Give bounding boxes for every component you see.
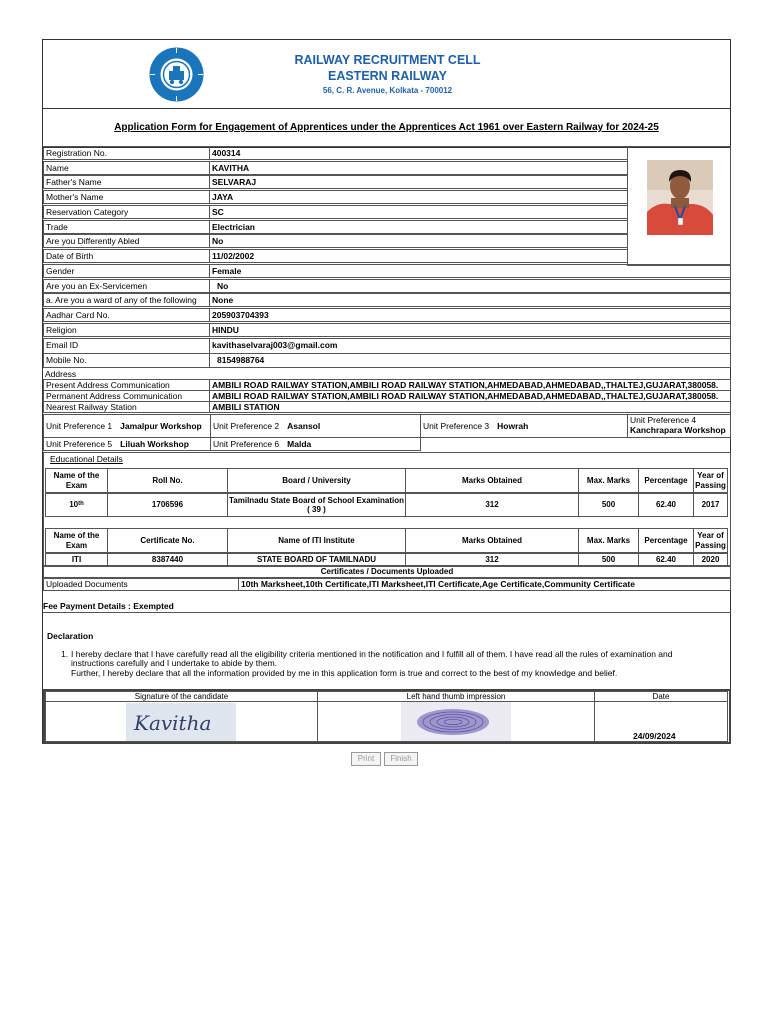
unit-pref-1-label: Unit Preference 1 — [46, 421, 113, 431]
unit-pref-4-value: Kanchrapara Workshop — [630, 425, 726, 435]
education-cell-marks: 312 — [405, 493, 579, 517]
unit-pref-2-value: Asansol — [287, 421, 321, 431]
disabled-label: Are you Differently Abled — [43, 234, 210, 248]
education-section — [43, 452, 731, 466]
signature-label: Signature of the candidate — [45, 691, 318, 702]
education-header-cell: Year of Passing — [693, 468, 728, 493]
unit-pref-4 — [627, 414, 731, 438]
address-section-label: Address — [45, 369, 77, 379]
unit-pref-4-label: Unit Preference 4 — [630, 415, 697, 425]
iti-header-cell: Year of Passing — [693, 528, 728, 553]
date-label: Date — [594, 691, 728, 702]
education-cell-max: 500 — [578, 493, 639, 517]
org-name: RAILWAY RECRUITMENT CELL — [294, 53, 481, 67]
org-address: 56, C. R. Avenue, Kolkata - 700012 — [322, 86, 453, 95]
disabled-value: No — [209, 234, 628, 248]
education-header-cell: Percentage — [638, 468, 694, 493]
education-cell-exam — [45, 493, 108, 517]
iti-header-cell: Percentage — [638, 528, 694, 553]
iti-header-cell: Max. Marks — [578, 528, 639, 553]
registration-value: 400314 — [209, 146, 628, 160]
finish-button[interactable]: Finish — [384, 752, 418, 766]
permanent-address-value: AMBILI ROAD RAILWAY STATION,AMBILI ROAD RAILWAY STATION,AHMEDABAD,AHMEDABAD,,THALTEJ,GUJARAT,380058. — [209, 390, 731, 402]
unit-pref-1-value: Jamalpur Workshop — [120, 421, 202, 431]
declaration-line-2: instructions carefully and I undertake to abide by them. — [71, 658, 278, 668]
thumb-label: Left hand thumb impression — [317, 691, 595, 702]
unit-pref-6 — [210, 437, 421, 451]
indian-railways-logo — [149, 47, 204, 102]
documents-section-label: Certificates / Documents Uploaded — [43, 566, 731, 578]
iti-cell-institute: STATE BOARD OF TAMILNADU — [227, 553, 406, 566]
aadhar-label: Aadhar Card No. — [43, 308, 210, 322]
category-label: Reservation Category — [43, 205, 210, 219]
mobile-label: Mobile No. — [43, 353, 210, 368]
divider — [43, 612, 731, 613]
trade-value: Electrician — [209, 220, 628, 234]
uploaded-docs-label: Uploaded Documents — [43, 578, 239, 591]
aadhar-value: 205903704393 — [209, 308, 731, 322]
declaration-number: 1. — [61, 649, 69, 659]
education-cell-year: 2017 — [693, 493, 728, 517]
present-address-label: Present Address Communication — [43, 379, 210, 391]
candidate-signature-image — [126, 703, 236, 741]
iti-cell-exam: ITI — [45, 553, 108, 566]
category-value: SC — [209, 205, 628, 219]
unit-pref-5 — [43, 437, 211, 451]
ward-label: a. Are you a ward of any of the following — [43, 293, 210, 307]
declaration-line-1: I hereby declare that I have carefully read all the eligibility criteria mentioned in the notification and I fulfill all of them. I have read all the rules of examination and — [71, 649, 673, 659]
nearest-station-value: AMBILI STATION — [209, 401, 731, 413]
iti-header-cell: Name of the Exam — [45, 528, 108, 553]
name-label: Name — [43, 161, 210, 175]
unit-pref-5-label: Unit Preference 5 — [46, 439, 113, 449]
exservice-label: Are you an Ex-Servicemen — [43, 279, 210, 293]
permanent-address-label: Permanent Address Communication — [43, 390, 210, 402]
unit-pref-6-value: Malda — [287, 439, 312, 449]
svg-text:Kavitha: Kavitha — [134, 711, 212, 735]
father-value: SELVARAJ — [209, 175, 628, 189]
iti-cell-cert: 8387440 — [107, 553, 228, 566]
declaration-line-3: Further, I hereby declare that all the information provided by me in this application form is true and correct to the best of my knowledge and belief. — [71, 668, 618, 678]
mobile-value: 8154988764 — [209, 353, 731, 368]
exam-level: 10 — [69, 500, 79, 510]
gender-value: Female — [209, 264, 731, 278]
unit-pref-3 — [420, 414, 628, 438]
iti-cell-pct: 62.40 — [638, 553, 694, 566]
mother-value: JAYA — [209, 190, 628, 204]
form-title: Application Form for Engagement of Apprentices under the Apprentices Act 1961 over Eastern Railway for 2024-25 — [114, 122, 659, 133]
mother-label: Mother's Name — [43, 190, 210, 204]
trade-label: Trade — [43, 220, 210, 234]
header — [43, 40, 730, 109]
date-value: 24/09/2024 — [633, 731, 676, 741]
exam-level-suffix: th — [78, 501, 84, 508]
education-section-label: Educational Details — [50, 454, 123, 464]
religion-value: HINDU — [209, 323, 731, 337]
unit-pref-3-label: Unit Preference 3 — [423, 421, 490, 431]
ward-value: None — [209, 293, 731, 307]
candidate-photo — [647, 160, 713, 235]
unit-pref-1 — [43, 414, 211, 438]
unit-pref-6-label: Unit Preference 6 — [213, 439, 280, 449]
iti-cell-marks: 312 — [405, 553, 579, 566]
fee-payment-details: Fee Payment Details : Exempted — [43, 601, 174, 611]
thumb-impression-image — [401, 702, 511, 741]
education-cell-roll: 1706596 — [107, 493, 228, 517]
dob-value: 11/02/2002 — [209, 249, 628, 263]
email-value: kavithaselvaraj003@gmail.com — [209, 338, 731, 354]
dob-label: Date of Birth — [43, 249, 210, 263]
iti-cell-max: 500 — [578, 553, 639, 566]
unit-pref-2 — [210, 414, 421, 438]
education-header-cell: Marks Obtained — [405, 468, 579, 493]
education-header-cell: Name of the Exam — [45, 468, 108, 493]
registration-label: Registration No. — [43, 146, 210, 160]
unit-pref-5-value: Liluah Workshop — [120, 439, 189, 449]
email-label: Email ID — [43, 338, 210, 354]
education-header-cell: Roll No. — [107, 468, 228, 493]
nearest-station-label: Nearest Railway Station — [43, 401, 210, 413]
gender-label: Gender — [43, 264, 210, 278]
unit-pref-2-label: Unit Preference 2 — [213, 421, 280, 431]
education-cell-pct: 62.40 — [638, 493, 694, 517]
print-button[interactable]: Print — [351, 752, 381, 766]
uploaded-docs-value: 10th Marksheet,10th Certificate,ITI Marksheet,ITI Certificate,Age Certificate,Community Certificate — [238, 578, 731, 591]
unit-pref-3-value: Howrah — [497, 421, 529, 431]
iti-cell-year: 2020 — [693, 553, 728, 566]
education-cell-board: Tamilnadu State Board of School Examination ( 39 ) — [227, 493, 406, 517]
iti-header-cell: Certificate No. — [107, 528, 228, 553]
education-header-cell: Max. Marks — [578, 468, 639, 493]
religion-label: Religion — [43, 323, 210, 337]
org-division: EASTERN RAILWAY — [327, 69, 447, 83]
father-label: Father's Name — [43, 175, 210, 189]
present-address-value: AMBILI ROAD RAILWAY STATION,AMBILI ROAD RAILWAY STATION,AHMEDABAD,AHMEDABAD,,THALTEJ,GUJARAT,380058. — [209, 379, 731, 391]
name-value: KAVITHA — [209, 161, 628, 175]
exservice-value: No — [209, 279, 731, 293]
education-header-cell: Board / University — [227, 468, 406, 493]
iti-header-cell: Marks Obtained — [405, 528, 579, 553]
iti-header-cell: Name of ITI Institute — [227, 528, 406, 553]
declaration-title: Declaration — [47, 631, 94, 641]
